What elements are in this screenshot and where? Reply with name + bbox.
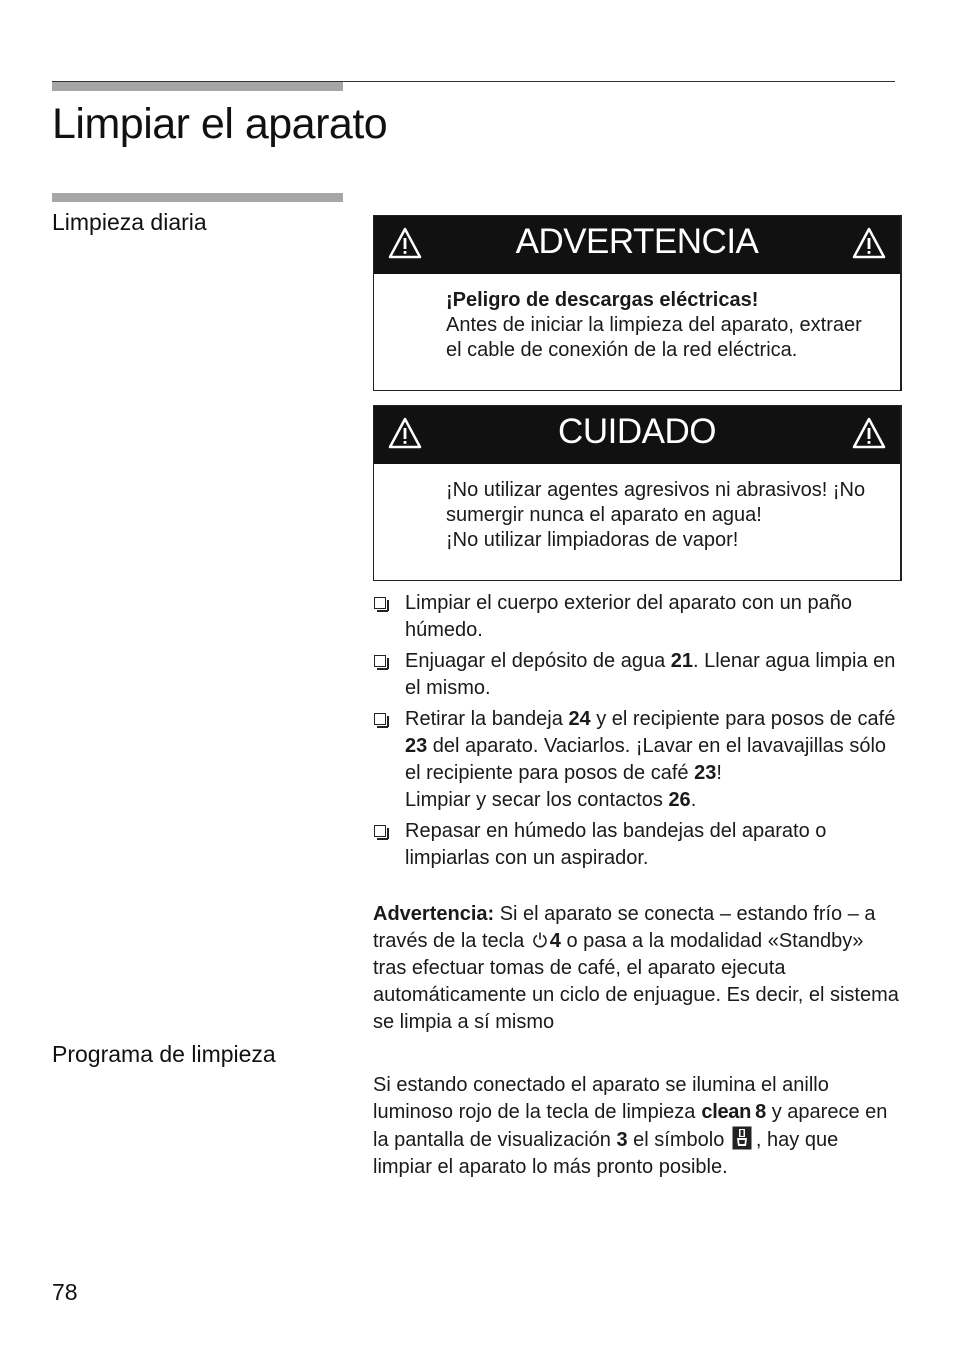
checkbox-icon — [374, 713, 386, 725]
note-label: Advertencia: — [373, 903, 495, 925]
step-text: y el recipiente para posos de café — [590, 708, 896, 730]
warning-body — [446, 288, 876, 363]
caution-label: CUIDADO — [558, 412, 716, 451]
step-text: Limpiar y secar los contactos — [405, 789, 669, 811]
note-text: o pasa a la modalidad «Standby» tras efectuar tomas de café, el aparato ejecuta automáticamente un ciclo de enjuague. Es decir, el sistema se limpia a sí mismo — [373, 930, 899, 1033]
caution-body — [446, 478, 876, 553]
list-item — [373, 706, 901, 814]
step-text: Enjuagar el depósito de agua — [405, 650, 671, 672]
power-icon — [532, 932, 548, 948]
caution-text-2: ¡No utilizar limpiadoras de vapor! — [446, 529, 739, 551]
section-accent-bar — [52, 193, 343, 202]
note-text: Si el aparato se conecta – estando frío – a través de la tecla — [373, 903, 876, 952]
warning-line-2: Antes de iniciar la limpieza del aparato, extraer el cable de conexión de la red eléctrica. — [446, 314, 862, 361]
program-text: , hay que limpiar el aparato lo más pronto posible. — [373, 1129, 839, 1178]
step-text: Limpiar el cuerpo exterior del aparato con un paño húmedo. — [405, 592, 852, 641]
title-accent-bar — [52, 82, 343, 91]
part-number: 3 — [616, 1129, 628, 1151]
caution-header — [374, 406, 900, 464]
list-item — [373, 590, 901, 644]
step-text: ! — [716, 762, 722, 784]
part-number: 21 — [670, 650, 694, 672]
warning-header — [374, 216, 900, 274]
step-text: Retirar la bandeja — [405, 708, 569, 730]
step-text: . Llenar agua limpia en el mismo. — [405, 650, 896, 699]
checkbox-icon — [374, 597, 386, 609]
note-paragraph — [373, 901, 901, 1036]
page-number: 78 — [52, 1279, 78, 1305]
part-number: 23 — [694, 762, 717, 784]
part-number: 24 — [568, 708, 591, 730]
caution-box — [373, 405, 902, 581]
list-item — [373, 818, 901, 872]
program-text: y aparece en la pantalla de visualización — [373, 1101, 888, 1151]
caution-text-1: ¡No utilizar agentes agresivos ni abrasivos! ¡No sumergir nunca el aparato en agua! — [446, 479, 866, 526]
warning-triangle-icon — [852, 417, 886, 449]
checkbox-icon — [374, 825, 386, 837]
cleaning-symbol-icon — [732, 1126, 752, 1150]
warning-label: ADVERTENCIA — [515, 222, 759, 261]
cleaning-steps-list — [373, 590, 901, 876]
step-text: Repasar en húmedo las bandejas del aparato o limpiarlas con un aspirador. — [405, 820, 827, 869]
step-text: . — [690, 789, 697, 811]
part-number: 23 — [405, 735, 428, 757]
program-text: el símbolo — [627, 1129, 725, 1151]
program-paragraph — [373, 1072, 901, 1181]
checkbox-icon — [374, 655, 386, 667]
warning-line-1: ¡Peligro de descargas eléctricas! — [446, 289, 759, 311]
section-heading-program: Programa de limpieza — [52, 1041, 276, 1067]
clean-key-label: clean — [701, 1101, 752, 1123]
warning-triangle-icon — [852, 227, 886, 259]
section-heading-daily: Limpieza diaria — [52, 209, 207, 235]
page-title: Limpiar el aparato — [52, 100, 388, 148]
warning-box — [373, 215, 902, 391]
part-number: 8 — [755, 1101, 767, 1123]
part-number: 4 — [549, 930, 561, 952]
list-item — [373, 648, 901, 702]
part-number: 26 — [668, 789, 691, 811]
step-text: del aparato. Vaciarlos. ¡Lavar en el lavavajillas sólo el recipiente para posos de café — [405, 735, 887, 784]
program-text: Si estando conectado el aparato se ilumina el anillo luminoso rojo de la tecla de limpieza — [373, 1074, 829, 1123]
